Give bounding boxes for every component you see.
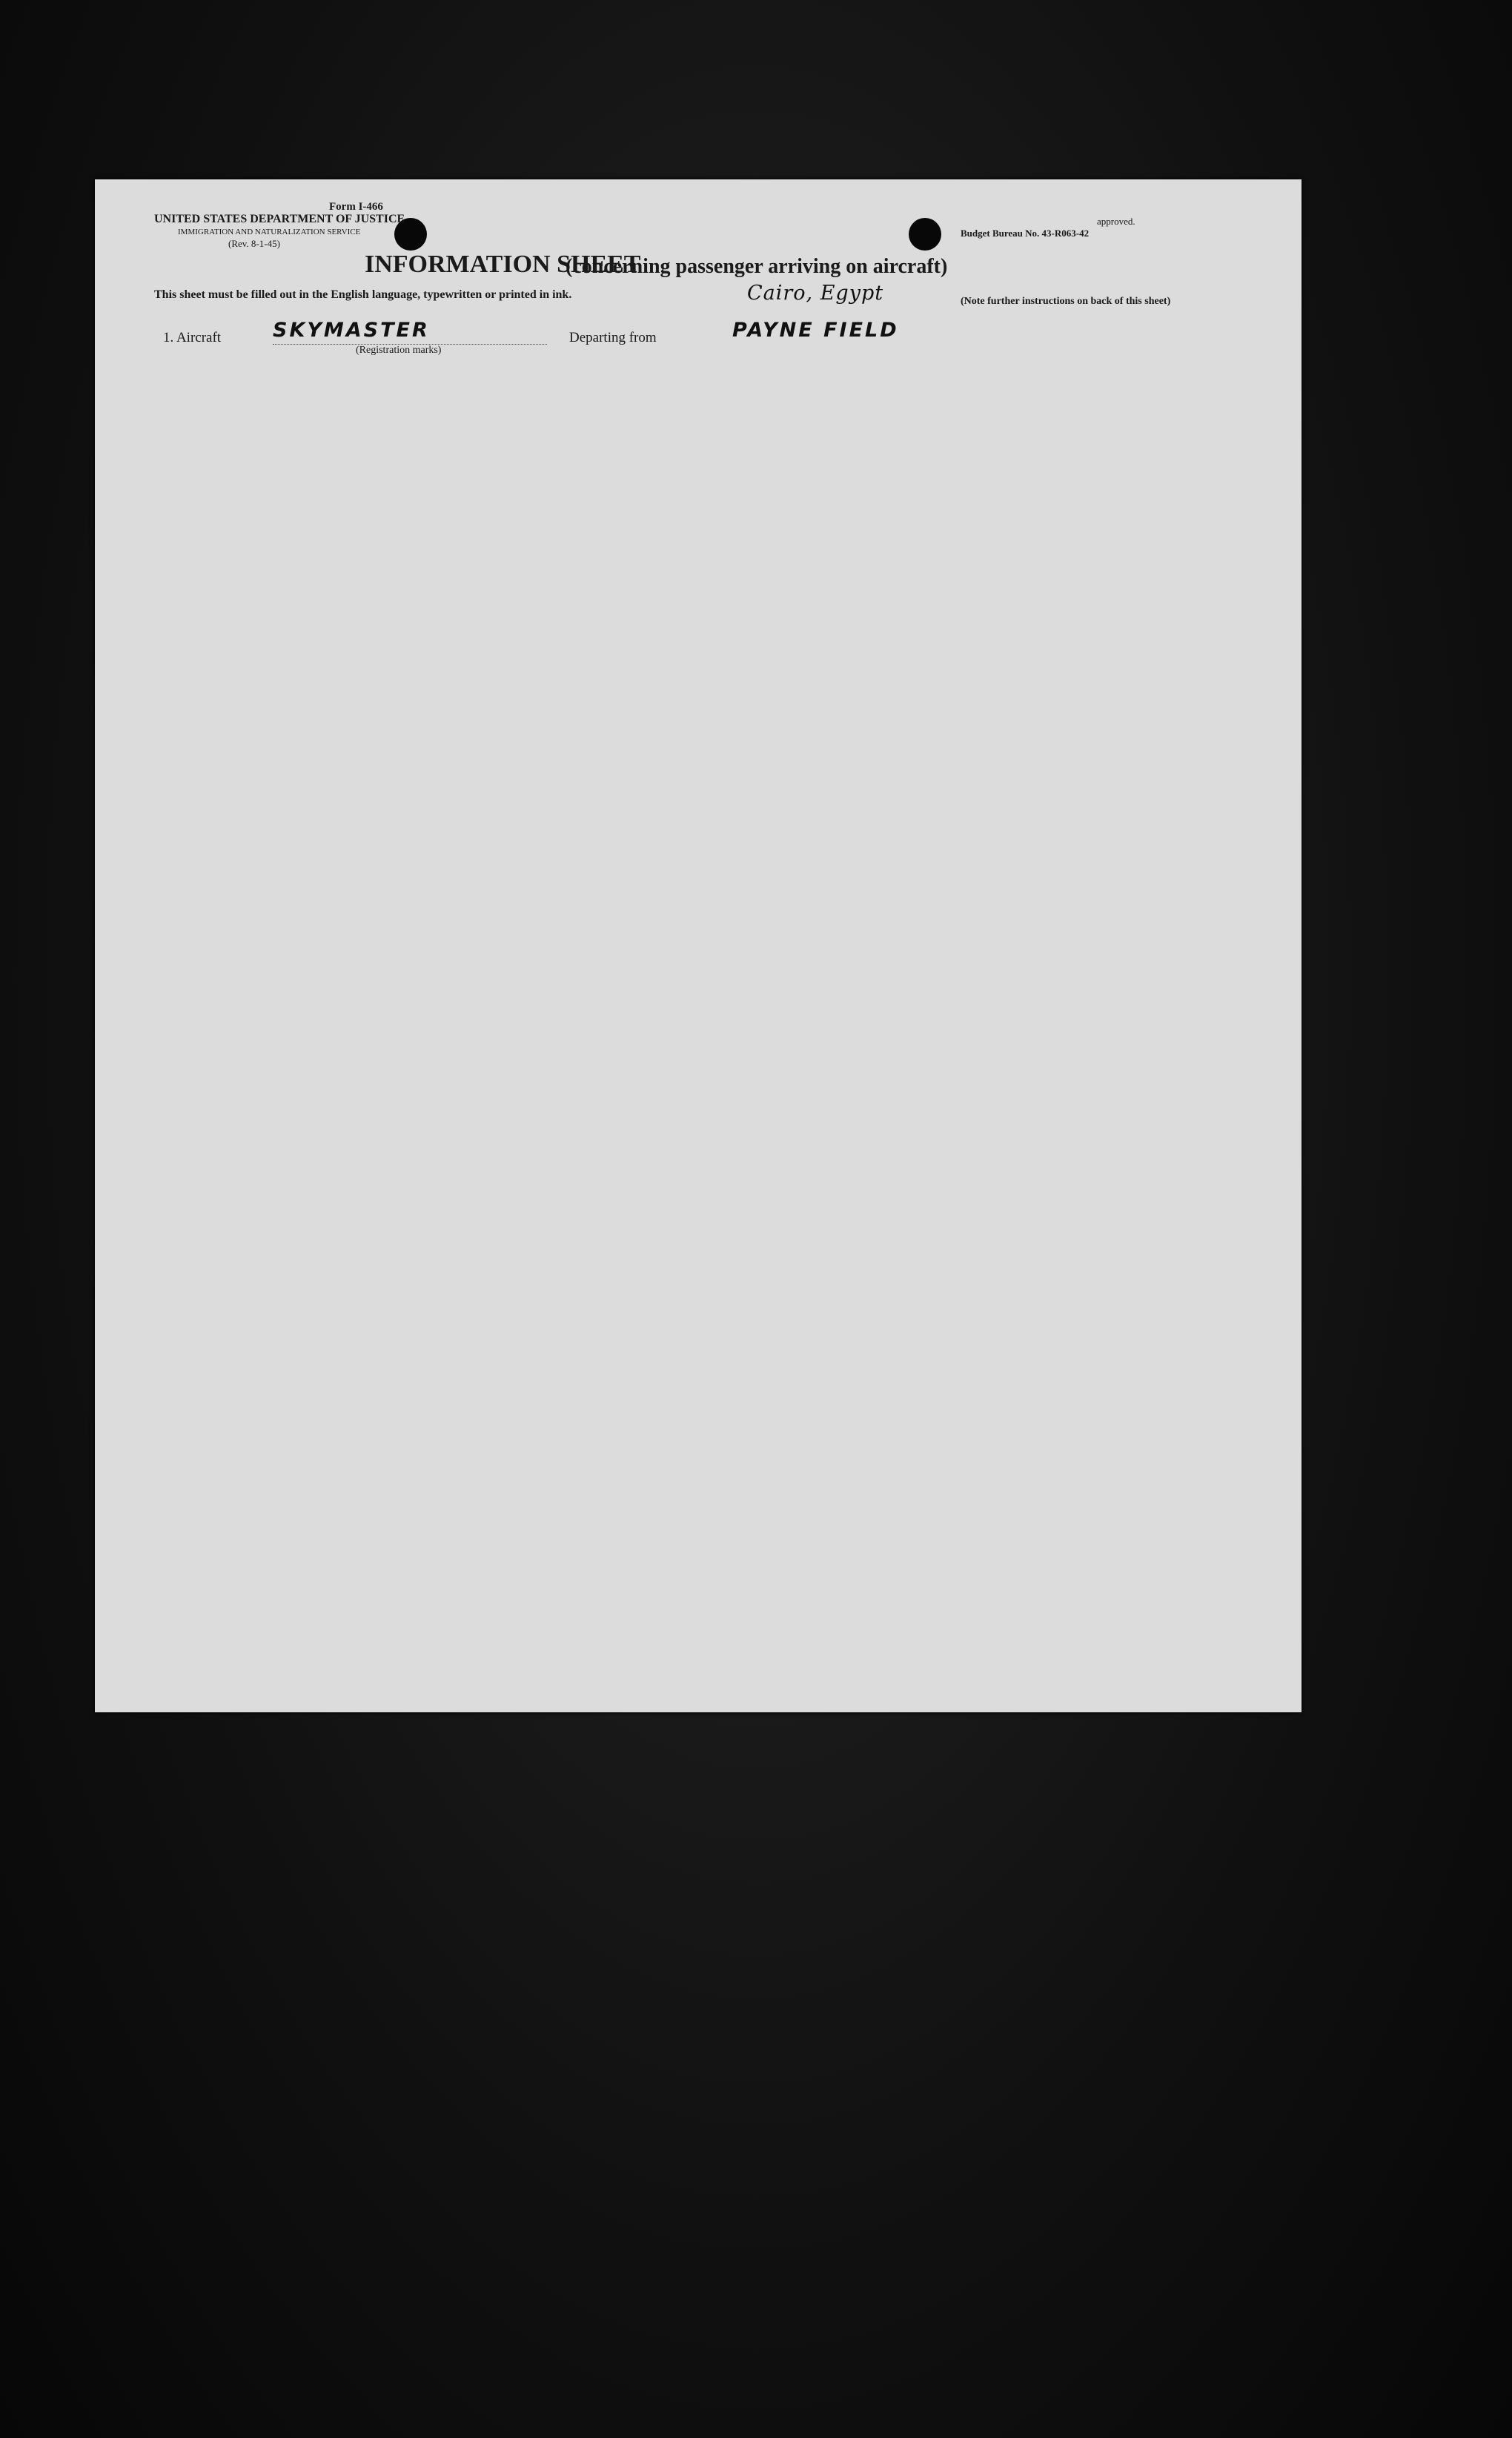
punch-hole xyxy=(909,218,941,251)
approved-note: approved. xyxy=(1097,216,1135,227)
label-aircraft: 1. Aircraft xyxy=(163,330,222,345)
department: UNITED STATES DEPARTMENT OF JUSTICE xyxy=(154,213,405,225)
budget-bureau: Budget Bureau No. 43-R063-42 xyxy=(961,228,1090,239)
value-departing-handwritten: Cairo, Egypt xyxy=(747,282,884,305)
label-departing-from: Departing from xyxy=(569,330,657,345)
fill-instruction: This sheet must be filled out in the English language, typewritten or printed in ink. xyxy=(154,288,572,301)
service: IMMIGRATION AND NATURALIZATION SERVICE xyxy=(178,228,361,236)
value-departing-from: PAYNE FIELD xyxy=(732,319,899,342)
form-number: Form I-466 xyxy=(329,201,383,213)
information-sheet-form xyxy=(95,179,1302,1712)
form-title: INFORMATION SHEET xyxy=(365,251,641,278)
label-reg-marks: (Registration marks) xyxy=(356,345,442,356)
instruction-note: (Note further instructions on back of this sheet) xyxy=(961,296,1171,307)
value-aircraft: SKYMASTER xyxy=(273,319,430,342)
form-title-rest: (concerning passenger arriving on aircraft) xyxy=(566,255,948,278)
revision: (Rev. 8-1-45) xyxy=(228,238,280,249)
